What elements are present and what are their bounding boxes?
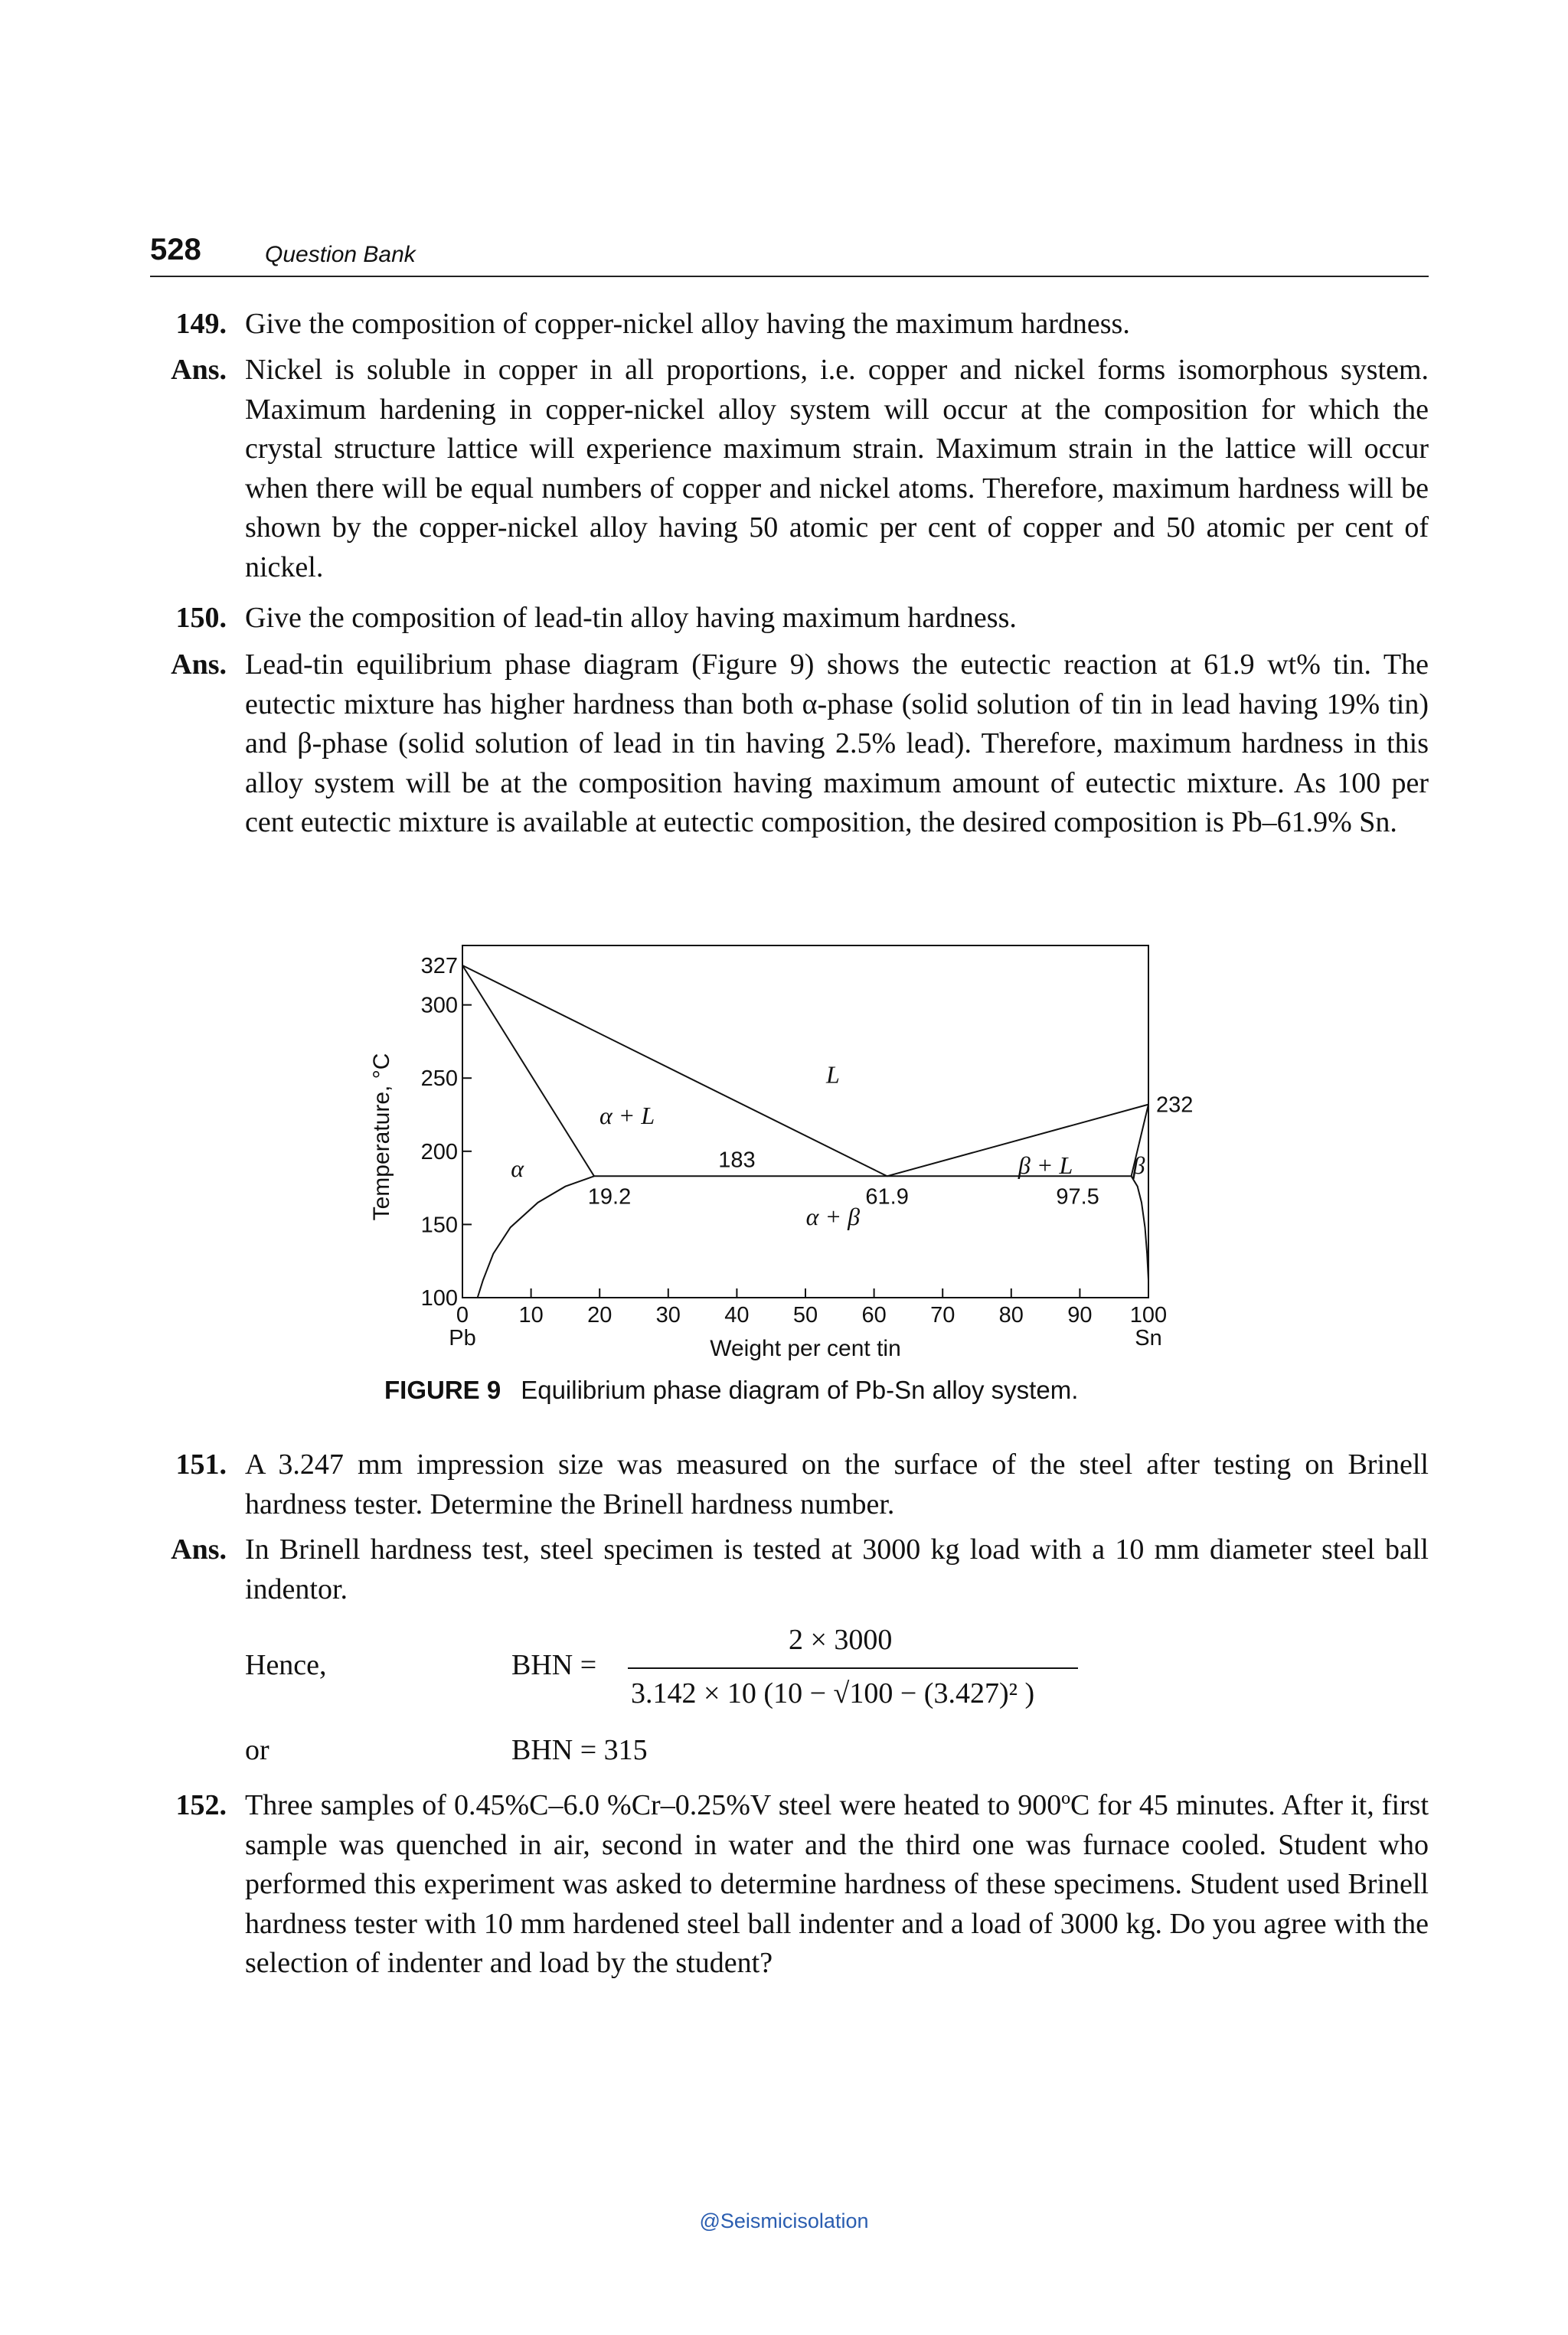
page-header	[150, 230, 1429, 277]
watermark: @Seismicisolation	[699, 2209, 869, 2232]
question-text: Three samples of 0.45%C–6.0 %Cr–0.25%V steel were heated to 900ºC for 45 minutes. After it, first sample was quenched in air, second in water and the third one was furnace cooled. Student who performed this experiment was asked to determine hardness of these specimens. Student used Brinell hardness tester with 10 mm hardened steel ball indenter and a load of 3000 kg. Do you agree with the selection of indenter and load by the student?	[245, 1789, 1429, 1979]
y-tick-label: 200	[420, 1139, 458, 1164]
point-label-232: 232	[1156, 1092, 1194, 1118]
figure-caption-text: Equilibrium phase diagram of Pb-Sn alloy system.	[521, 1376, 1079, 1404]
y-tick-label: 250	[420, 1066, 458, 1092]
x-tick-label: 40	[724, 1303, 750, 1328]
answer-149	[150, 351, 1429, 587]
question-number: 152.	[175, 1789, 227, 1821]
point-label-19-2: 19.2	[587, 1184, 632, 1210]
running-title: Question Bank	[265, 242, 416, 267]
y-tick-label-327: 327	[420, 954, 458, 978]
x-tick-label: 50	[792, 1303, 818, 1328]
region-label: β	[1132, 1151, 1145, 1179]
answer-151	[150, 1530, 1429, 1609]
answer-text: In Brinell hardness test, steel specimen is tested at 3000 kg load with a 10 mm diameter steel ball indentor.	[245, 1533, 1429, 1605]
figure-label: FIGURE 9	[384, 1376, 501, 1404]
question-text: Give the composition of lead-tin alloy having maximum hardness.	[245, 602, 1017, 634]
phase-diagram-chart	[368, 923, 1240, 1382]
equation-result: BHN = 315	[511, 1734, 648, 1766]
phase-boundary-solvus-beta	[1132, 1176, 1148, 1280]
question-151	[150, 1445, 1429, 1524]
question-number: 151.	[175, 1448, 227, 1481]
x-tick-label: 60	[861, 1303, 887, 1328]
x-tick-label: 30	[655, 1303, 681, 1328]
region-label: α	[511, 1154, 524, 1182]
y-axis-label: Temperature, °C	[369, 1053, 394, 1221]
question-number: 150.	[175, 602, 227, 634]
question-number: 149.	[175, 308, 227, 340]
point-label-97-5: 97.5	[1056, 1184, 1099, 1210]
equation-numerator: 2 × 3000	[789, 1624, 893, 1656]
point-label-183: 183	[718, 1148, 756, 1173]
fraction-bar	[628, 1667, 1078, 1669]
phase-boundary-solvus-alpha	[478, 1176, 594, 1298]
answer-label: Ans.	[171, 648, 227, 681]
x-axis-label: Weight per cent tin	[710, 1336, 901, 1361]
page-number: 528	[150, 233, 201, 266]
y-tick-label: 300	[420, 993, 458, 1018]
answer-150	[150, 645, 1429, 843]
y-tick-label: 150	[420, 1213, 458, 1238]
equation-lhs: BHN =	[511, 1649, 597, 1681]
x-tick-label: 80	[998, 1303, 1024, 1328]
question-152	[150, 1786, 1429, 1984]
answer-label: Ans.	[171, 354, 227, 386]
answer-text: Nickel is soluble in copper in all proportions, i.e. copper and nickel forms isomorphous system. Maximum hardening in copper-nickel alloy system will occur at the composition for which the crystal structure lattice will experience maximum strain. Maximum strain in the lattice will occur when there will be equal numbers of copper and nickel atoms. Therefore, maximum hardness will be shown by the copper-nickel alloy having 50 atomic per cent of copper and 50 atomic per cent of nickel.	[245, 354, 1429, 583]
question-text: Give the composition of copper-nickel alloy having the maximum hardness.	[245, 308, 1130, 340]
phase-boundary-solidus-alpha	[462, 965, 594, 1176]
x-end-label-pb: Pb	[449, 1326, 476, 1350]
x-tick-label: 20	[587, 1303, 612, 1328]
equation-hence: Hence,	[245, 1649, 327, 1681]
equation-or: or	[245, 1734, 270, 1766]
answer-label: Ans.	[171, 1533, 227, 1566]
x-tick-label: 100	[1129, 1303, 1168, 1328]
figure-caption	[384, 1376, 1078, 1405]
equation-denominator: 3.142 × 10 (10 − √100 − (3.427)² )	[631, 1677, 1035, 1710]
y-tick-label: 100	[420, 1286, 458, 1311]
question-text: A 3.247 mm impression size was measured on the surface of the steel after testing on Brinell hardness tester. Determine the Brinell hardness number.	[245, 1448, 1429, 1520]
phase-boundary-liquidus-left	[462, 965, 887, 1176]
x-tick-label: 10	[518, 1303, 544, 1328]
x-tick-label: 90	[1067, 1303, 1093, 1328]
region-label: β + L	[1018, 1151, 1073, 1179]
region-label: α + L	[599, 1101, 655, 1129]
phase-diagram-figure	[368, 923, 1240, 1412]
question-149	[150, 305, 1429, 345]
x-tick-label: 70	[930, 1303, 956, 1328]
point-label-61-9: 61.9	[865, 1184, 909, 1210]
region-label: L	[825, 1060, 840, 1089]
region-label: α + β	[805, 1202, 861, 1230]
answer-text: Lead-tin equilibrium phase diagram (Figure 9) shows the eutectic reaction at 61.9 wt% tin. The eutectic mixture has higher hardness than both α-phase (solid solution of tin in lead having 19% tin) and β-phase (solid solution of lead in tin having 2.5% lead). Therefore, maximum hardness in this alloy system will be at the composition having maximum amount of eutectic mixture. As 100 per cent eutectic mixture is available at eutectic composition, the desired composition is Pb–61.9% Sn.	[245, 648, 1429, 838]
x-end-label-sn: Sn	[1135, 1326, 1162, 1350]
plot-frame	[462, 945, 1148, 1298]
x-tick-label: 0	[456, 1303, 469, 1328]
question-150	[150, 599, 1429, 638]
